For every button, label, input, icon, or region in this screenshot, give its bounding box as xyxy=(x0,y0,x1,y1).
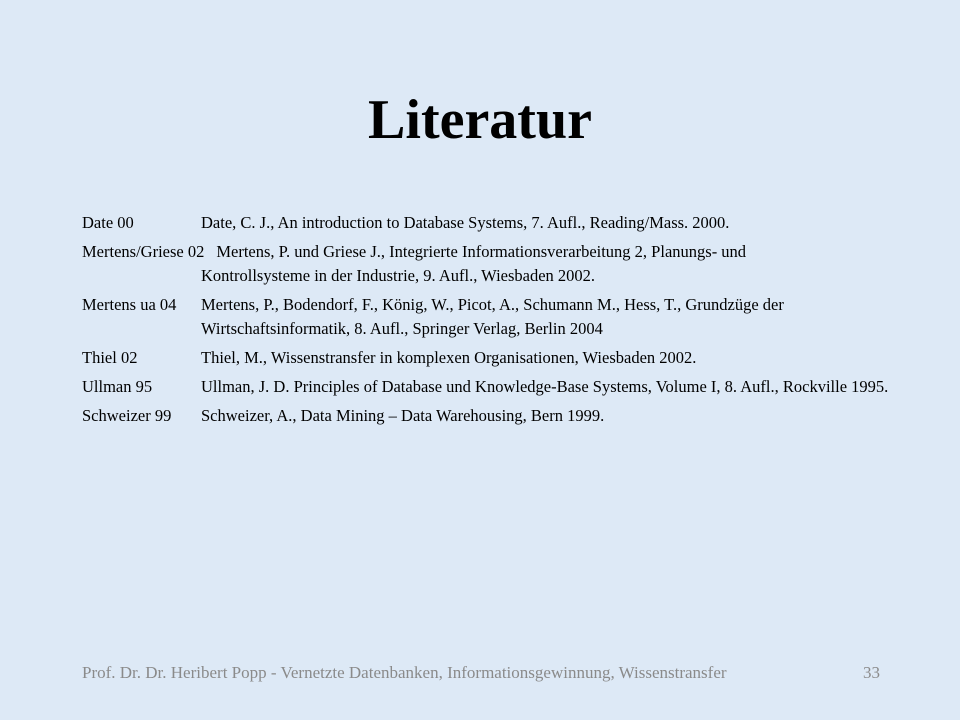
reference-key: Mertens/Griese 02 xyxy=(82,242,205,261)
reference-text: Mertens, P., Bodendorf, F., König, W., Picot, A., Schumann M., Hess, T., Grundzüge der Wirtschaftsinformatik, 8. Aufl., Springer Verlag, Berlin 2004 xyxy=(201,295,784,338)
reference-text: Date, C. J., An introduction to Database Systems, 7. Aufl., Reading/Mass. 2000. xyxy=(201,213,730,232)
slide-title: Literatur xyxy=(368,89,592,151)
reference-entry xyxy=(82,211,902,235)
reference-entry xyxy=(82,375,902,399)
reference-text: Thiel, M., Wissenstransfer in komplexen Organisationen, Wiesbaden 2002. xyxy=(201,348,697,367)
reference-entry xyxy=(82,404,902,428)
reference-list xyxy=(82,211,902,433)
reference-key: Mertens ua 04 xyxy=(82,295,177,314)
reference-key: Schweizer 99 xyxy=(82,406,172,425)
reference-entry xyxy=(82,346,902,370)
reference-key: Thiel 02 xyxy=(82,348,138,367)
reference-key: Date 00 xyxy=(82,213,134,232)
reference-text: Schweizer, A., Data Mining – Data Warehousing, Bern 1999. xyxy=(201,406,605,425)
reference-entry xyxy=(82,293,902,341)
reference-text-continuation: Kontrollsysteme in der Industrie, 9. Aufl., Wiesbaden 2002. xyxy=(201,266,596,285)
reference-text: Ullman, J. D. Principles of Database und Knowledge-Base Systems, Volume I, 8. Aufl., Rockville 1995. xyxy=(201,377,889,396)
footer-text: Prof. Dr. Dr. Heribert Popp - Vernetzte Datenbanken, Informationsgewinnung, Wissenstransfer xyxy=(82,663,727,682)
reference-key: Ullman 95 xyxy=(82,377,153,396)
page-number: 33 xyxy=(863,663,880,682)
reference-entry xyxy=(82,240,902,288)
reference-text: Mertens, P. und Griese J., Integrierte Informationsverarbeitung 2, Planungs- und xyxy=(216,242,747,261)
